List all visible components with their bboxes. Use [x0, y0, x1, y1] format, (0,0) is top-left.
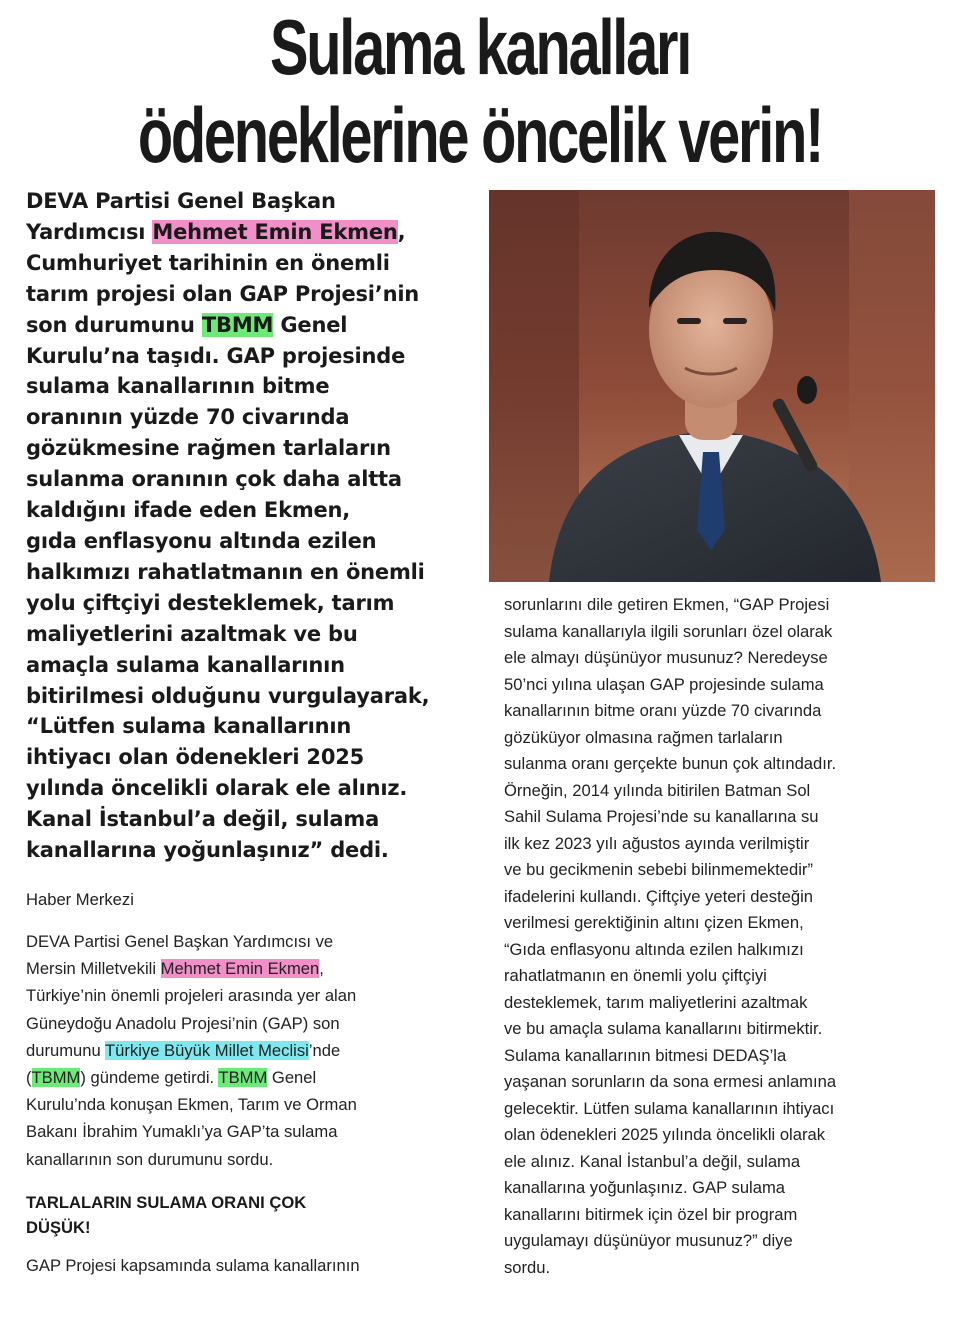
body-line: sordu.	[504, 1257, 551, 1277]
body-line: ele almayı düşünüyor musunuz? Neredeyse	[504, 648, 828, 667]
body-line: yaşanan sorunların da sona ermesi anlamına	[504, 1072, 837, 1091]
body-line	[26, 955, 476, 982]
body-line: olan ödenekleri 2025 yılında öncelikli olarak	[504, 1125, 826, 1144]
body-line: kanallarının bitme oranı yüzde 70 civarında	[504, 701, 822, 720]
lead-line: amaçla sulama kanallarının	[26, 652, 345, 677]
lead-line	[26, 217, 472, 248]
body-line: ve bu amaçla sulama kanallarını bitirmektir.	[504, 1019, 823, 1038]
body-line: sulama kanallarıyla ilgili sorunları özel olarak	[504, 621, 833, 641]
highlight-tbmm: TBMM	[201, 312, 274, 337]
headline-line-1: Sulama kanalları	[269, 3, 691, 91]
body-line: sorunlarını dile getiren Ekmen, “GAP Projesi	[504, 595, 830, 614]
subheading-line: TARLALARIN SULAMA ORANI ÇOK	[26, 1193, 307, 1212]
body-line: ele alınız. Kanal İstanbul’a değil, sulama	[504, 1151, 801, 1171]
lead-line: yılında öncelikli olarak ele alınız.	[26, 776, 408, 801]
body-line: Örneğin, 2014 yılında bitirilen Batman Sol	[504, 780, 811, 800]
body-line: kanallarına yoğunlaşınız. GAP sulama	[504, 1178, 786, 1197]
body-text: (	[26, 1068, 32, 1088]
lead-line: kaldığını ifade eden Ekmen,	[26, 498, 351, 523]
lead-line: ihtiyacı olan ödenekleri 2025	[26, 745, 365, 770]
body-right-paragraph	[504, 592, 944, 1281]
body-line: gözüküyor olmasına rağmen tarlaların	[504, 727, 783, 747]
body-line: kanallarını bitirmek için özel bir program	[504, 1204, 798, 1224]
lead-line: sulama kanallarının bitme	[26, 374, 330, 399]
body-line: Bakanı İbrahim Yumaklı’ya GAP’ta sulama	[26, 1122, 338, 1142]
body-text: Genel	[267, 1068, 317, 1088]
body-line	[26, 1037, 476, 1064]
speaker-photo	[489, 190, 935, 582]
lead-line: DEVA Partisi Genel Başkan	[26, 189, 336, 213]
lead-line: gözükmesine rağmen tarlaların	[26, 436, 391, 461]
subheading-line: DÜŞÜK!	[26, 1218, 91, 1237]
body-line: desteklemek, tarım maliyetlerini azaltmak	[504, 992, 808, 1012]
body-text: durumunu	[26, 1040, 106, 1060]
lead-line: halkımızı rahatlatmanın en önemli	[26, 559, 425, 584]
lead-paragraph	[26, 186, 472, 866]
body-line: Güneydoğu Anadolu Projesi’nin (GAP) son	[26, 1013, 340, 1033]
body-line: ifadelerini kullandı. Çiftçiye yeteri desteğin	[504, 886, 813, 906]
body-text: ,	[319, 959, 324, 979]
headline-line-2: ödeneklerine öncelik verin!	[137, 91, 823, 179]
lead-line: maliyetlerini azaltmak ve bu	[26, 621, 358, 646]
body-line: uygulamayı düşünüyor musunuz?” diye	[504, 1231, 793, 1250]
lead-line: Kurulu’na taşıdı. GAP projesinde	[26, 343, 406, 368]
lead-line	[26, 310, 472, 341]
highlight-meclis: Türkiye Büyük Millet Meclisi	[105, 1040, 309, 1060]
lead-line: kanallarına yoğunlaşınız” dedi.	[26, 838, 389, 863]
body-line: Türkiye’nin önemli projeleri arasında yer alan	[26, 986, 357, 1006]
body-line: kanallarının son durumunu sordu.	[26, 1149, 274, 1169]
lead-text: ,	[397, 219, 406, 244]
body-line	[26, 1064, 476, 1091]
body-line: “Gıda enflasyonu altında ezilen halkımızı	[504, 939, 804, 959]
lead-line: gıda enflasyonu altında ezilen	[26, 528, 377, 553]
lead-text: son durumunu	[26, 312, 202, 337]
body-text: ) gündeme getirdi.	[80, 1068, 219, 1088]
body-line: gelecektir. Lütfen sulama kanallarının ihtiyacı	[504, 1098, 835, 1118]
lead-text: Yardımcısı	[26, 219, 153, 244]
highlight-person-name: Mehmet Emin Ekmen	[160, 959, 320, 979]
body-line: sulanma oranı gerçekte bunun çok altındadır.	[504, 754, 837, 773]
lead-line: oranının yüzde 70 civarında	[26, 405, 350, 430]
body-line: Sulama kanallarının bitmesi DEDAŞ’la	[504, 1045, 787, 1065]
lead-line: sulanma oranının çok daha altta	[26, 467, 402, 492]
highlight-person-name: Mehmet Emin Ekmen	[152, 219, 398, 244]
body-line: DEVA Partisi Genel Başkan Yardımcısı ve	[26, 932, 334, 951]
body-line: Sahil Sulama Projesi’nde su kanallarına su	[504, 807, 819, 826]
speaker-illustration	[489, 190, 935, 582]
body-line: ilk kez 2023 yılı ağustos ayında verilmiştir	[504, 833, 810, 853]
article-source: Haber Merkezi	[26, 890, 134, 909]
lead-line: yolu çiftçiyi desteklemek, tarım	[26, 590, 395, 615]
body-left-paragraph	[26, 928, 476, 1173]
body-left-last-line: GAP Projesi kapsamında sulama kanallarının	[26, 1256, 360, 1275]
lead-line: “Lütfen sulama kanallarının	[26, 714, 352, 739]
lead-text: Genel	[273, 312, 348, 337]
body-line: 50’nci yılına ulaşan GAP projesinde sulama	[504, 674, 824, 694]
highlight-tbmm: TBMM	[31, 1068, 81, 1088]
body-line: verilmesi gerektiğinin altını çizen Ekmen,	[504, 913, 804, 932]
lead-line: tarım projesi olan GAP Projesi’nin	[26, 281, 420, 306]
body-text: Mersin Milletvekili	[26, 959, 161, 979]
body-text: ’nde	[308, 1040, 341, 1060]
subheading	[26, 1190, 466, 1240]
body-line: rahatlatmanın en önemli yolu çiftçiyi	[504, 966, 767, 985]
lead-line: Cumhuriyet tarihinin en önemli	[26, 250, 390, 275]
highlight-tbmm: TBMM	[218, 1068, 268, 1088]
body-line: Kurulu’nda konuşan Ekmen, Tarım ve Orman	[26, 1095, 357, 1115]
body-line: ve bu gecikmenin sebebi bilinmemektedir”	[504, 860, 813, 879]
lead-line: bitirilmesi olduğunu vurgulayarak,	[26, 683, 430, 708]
lead-line: Kanal İstanbul’a değil, sulama	[26, 807, 380, 832]
